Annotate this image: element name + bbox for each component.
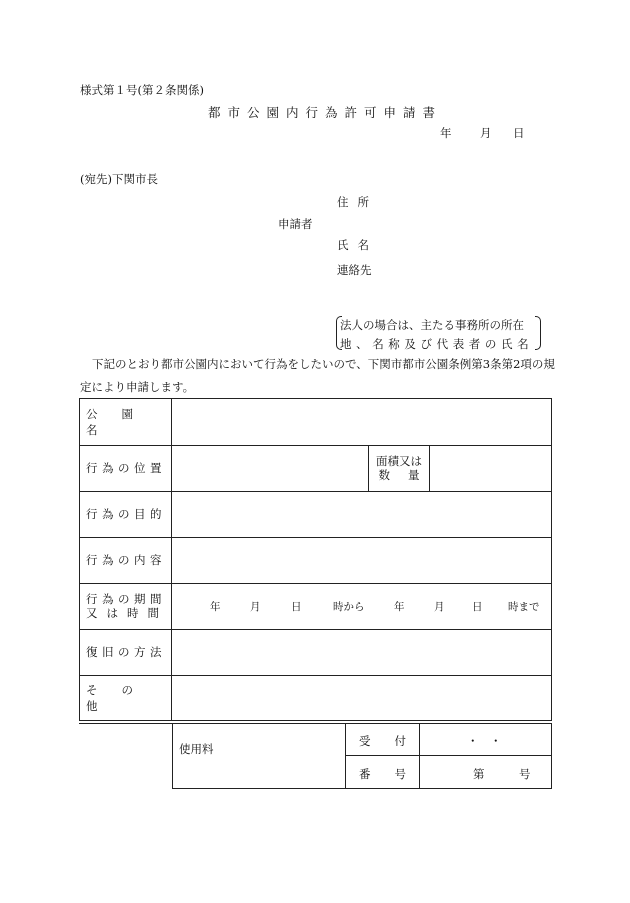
applicant-label: 申請者 — [278, 217, 313, 231]
date-day: 日 — [513, 126, 525, 140]
purpose-label: 行為の目的 — [80, 491, 172, 537]
address-label: 住所 — [337, 195, 378, 209]
period-month-from: 月 — [250, 600, 261, 613]
period-hour-to: 時まで — [508, 600, 540, 613]
number-label: 番号 — [359, 767, 430, 781]
area-label-line2: 数量 — [378, 468, 438, 482]
area-label-line1: 面積又は — [376, 454, 422, 468]
period-label-line1: 行為の期間 — [86, 592, 166, 606]
period-hour-from: 時から — [333, 600, 365, 613]
contact-label: 連絡先 — [337, 263, 372, 277]
location-label: 行為の位置 — [80, 445, 172, 491]
bracket-right — [535, 316, 541, 350]
date-month: 月 — [480, 126, 492, 140]
period-year-to: 年 — [394, 600, 405, 613]
application-statement: 下記のとおり都市公園内において行為をしたいので、下関市都市公園条例第3条第2項の規定により申請します。 — [80, 357, 555, 394]
name-label: 氏名 — [337, 238, 378, 252]
form-number: 様式第１号(第２条関係) — [80, 83, 204, 97]
period-day-to: 日 — [472, 600, 483, 613]
period-label — [80, 583, 172, 629]
received-date: ・ ・ — [467, 734, 502, 748]
period-day-from: 日 — [291, 600, 302, 613]
restoration-label: 復旧の方法 — [80, 629, 172, 675]
row-location[interactable] — [80, 445, 551, 492]
park-name-label: 公園名 — [80, 399, 172, 445]
row-other[interactable] — [80, 675, 551, 721]
period-label-line2: 又は時間 — [86, 606, 168, 620]
period-month-to: 月 — [434, 600, 445, 613]
corporation-note-line1: 法人の場合は、主たる事務所の所在 — [340, 318, 524, 332]
fee-label: 使用料 — [179, 742, 214, 756]
corporation-note — [336, 316, 533, 354]
row-restoration[interactable] — [80, 629, 551, 676]
fee-divider-h — [345, 755, 551, 756]
row-park-name — [80, 399, 551, 446]
addressee: (宛先)下関市長 — [80, 172, 158, 186]
bracket-left — [336, 316, 342, 350]
received-label: 受付 — [359, 734, 430, 748]
date-year: 年 — [440, 126, 452, 140]
other-label: その他 — [80, 675, 172, 721]
content-label: 行為の内容 — [80, 537, 172, 583]
fee-table — [172, 723, 552, 789]
number-value: 第 号 — [473, 767, 531, 781]
page-title: 都市公園内行為許可申請書 — [208, 105, 443, 120]
area-quantity-label — [368, 445, 438, 491]
period-year-from: 年 — [210, 600, 221, 613]
application-table — [79, 398, 552, 721]
corporation-note-line2: 地、名称及び代表者の氏名 — [340, 337, 534, 351]
row-content[interactable] — [80, 537, 551, 584]
row-period[interactable] — [80, 583, 551, 630]
row-purpose[interactable] — [80, 491, 551, 538]
